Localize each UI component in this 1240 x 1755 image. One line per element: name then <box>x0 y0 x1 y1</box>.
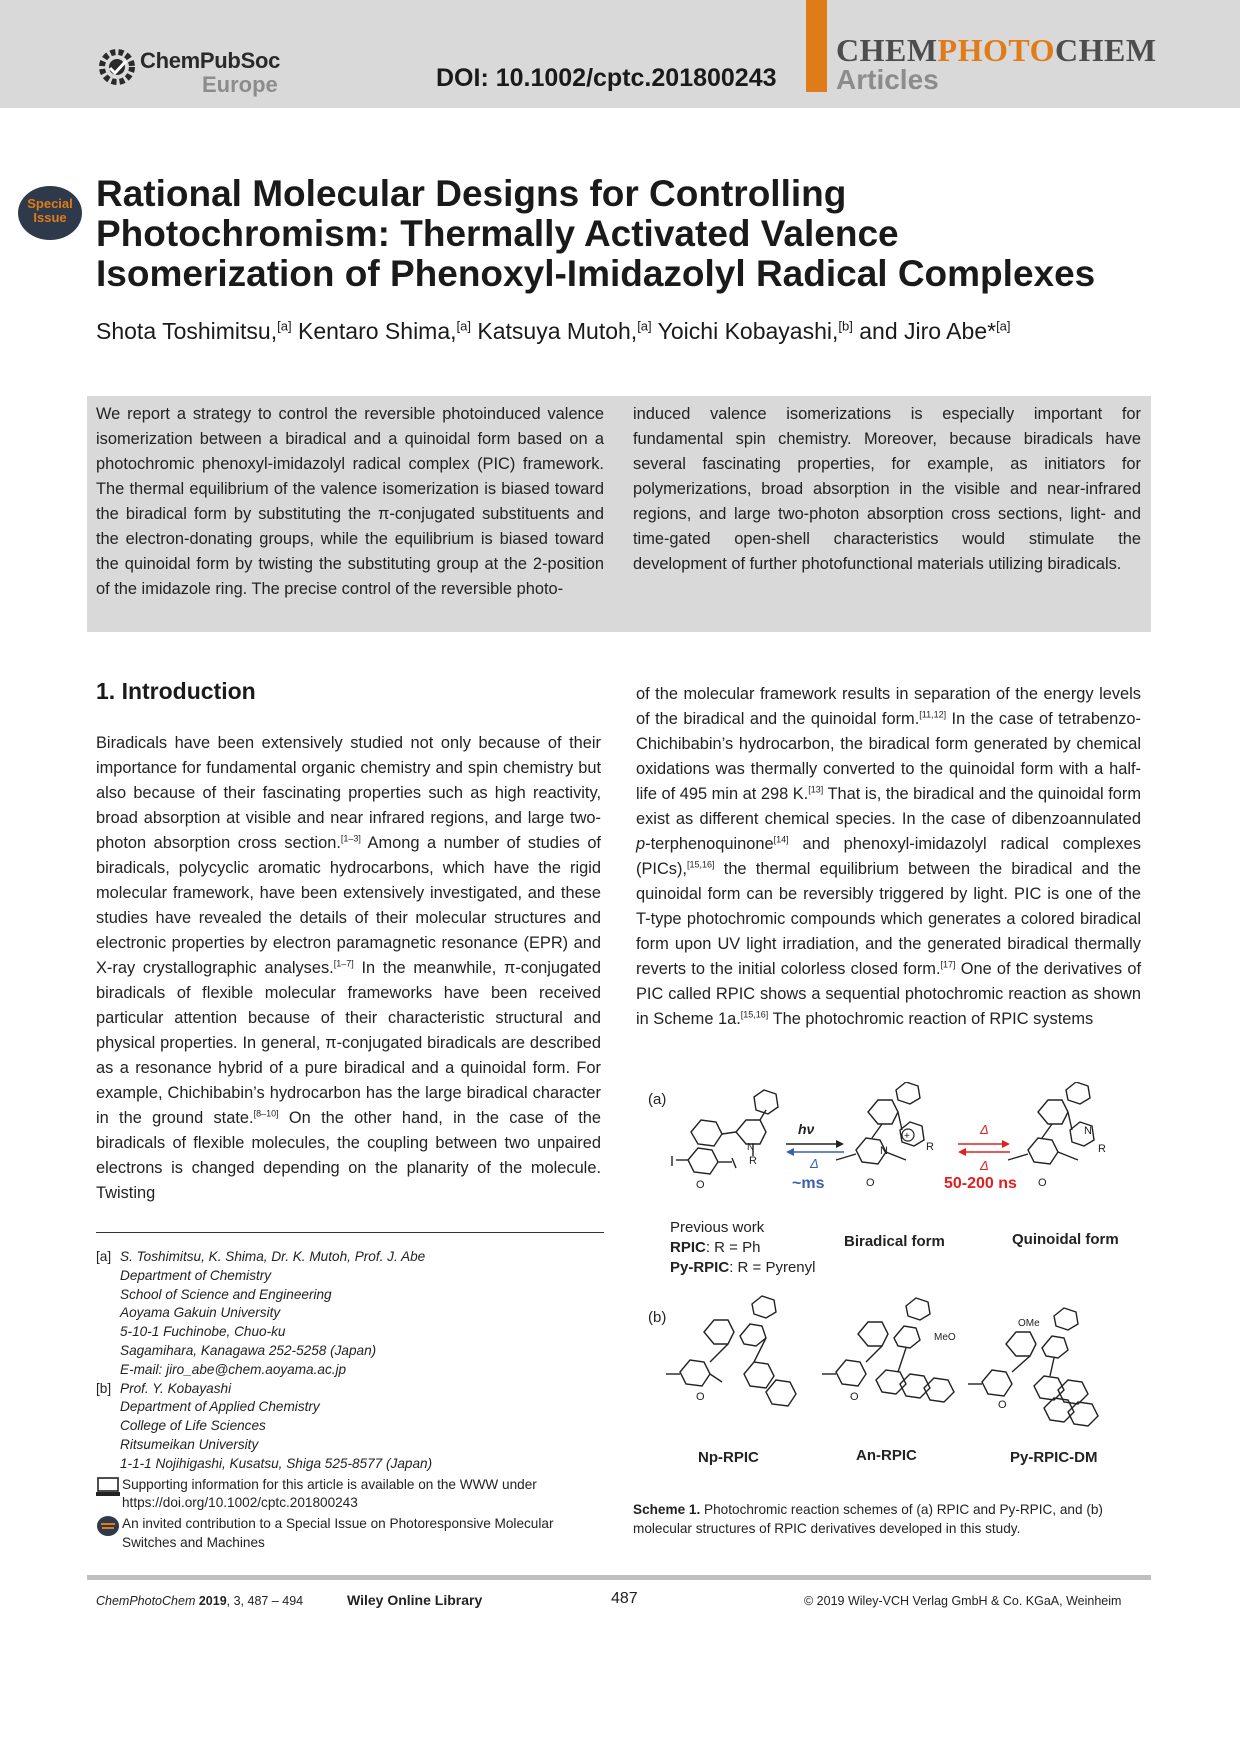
publisher-logo[interactable] <box>96 44 296 100</box>
author-name: Shota Toshimitsu, <box>96 318 278 344</box>
affiliation-line: Ritsumeikan University <box>120 1436 259 1452</box>
intro-text: The photochromic reaction of RPIC systems <box>768 1010 1094 1028</box>
affiliation-line: Department of Chemistry <box>120 1267 272 1283</box>
affiliation-b <box>96 1380 606 1474</box>
rpic-substituent: : R = Ph <box>705 1239 761 1256</box>
panel-label-a: (a) <box>648 1091 667 1108</box>
plus-sign: + <box>904 1131 910 1142</box>
affiliation-line: Sagamihara, Kanagawa 252-5258 (Japan) <box>120 1342 377 1358</box>
footer-citation <box>96 1594 303 1608</box>
computer-icon <box>96 1476 122 1498</box>
invited-contribution-note <box>96 1515 606 1553</box>
invited-contribution-text: An invited contribution to a Special Issue on Photoresponsive Molecular Switches and Machines <box>122 1516 554 1550</box>
title-line2: Photochromism: Thermally Activated Valence <box>96 213 899 254</box>
journal-title-part3: CHEM <box>1055 32 1157 68</box>
citation-ref[interactable]: [11,12] <box>919 709 947 720</box>
intro-text: of the molecular framework results in separation of the energy levels of the biradical and the quinoidal form. <box>636 685 1141 728</box>
atom-o: O <box>696 1179 705 1191</box>
scheme-1-drawing <box>636 1082 1142 1482</box>
np-rpic-label: Np-RPIC <box>698 1449 759 1466</box>
affiliation-line: Aoyama Gakuin University <box>120 1305 281 1321</box>
intro-text: One of the derivatives of PIC called RPIC shows a sequential photochromic reaction as shown in Scheme 1a. <box>636 960 1141 1028</box>
rpic-definition <box>670 1239 760 1256</box>
ms-timescale: ~ms <box>792 1175 825 1192</box>
meo-label: MeO <box>934 1332 956 1343</box>
affiliation-line: School of Science and Engineering <box>120 1286 332 1302</box>
affiliation-a <box>96 1248 606 1380</box>
footnote-divider <box>96 1232 604 1233</box>
caption-text: Photochromic reaction schemes of (a) RPIC and Py-RPIC, and (b) molecular structures of RPIC derivatives developed in this study. <box>633 1502 1103 1536</box>
atom-n: N <box>880 1145 888 1157</box>
ns-timescale: 50-200 ns <box>944 1175 1017 1192</box>
intro-text: Biradicals have been extensively studied not only because of their importance for fundamental organic chemistry and spin chemistry but also because of their fascinating properties such as high reactivity, broad absorption at visible and near infrared regions, and large two-photon absorption cross section. <box>96 734 601 852</box>
atom-o: O <box>998 1399 1007 1411</box>
author-affiliation: [a] <box>637 318 652 334</box>
copyright: © 2019 Wiley-VCH Verlag GmbH & Co. KGaA, Weinheim <box>804 1594 1122 1608</box>
affiliation-line: Department of Applied Chemistry <box>120 1399 320 1415</box>
intro-text: -terphenoquinone <box>645 835 774 853</box>
footnotes <box>96 1248 606 1553</box>
article-title <box>96 174 1136 294</box>
quinoidal-form-label: Quinoidal form <box>1012 1231 1119 1248</box>
atom-o: O <box>696 1391 705 1403</box>
intro-left-column <box>96 731 601 1206</box>
footer-rule <box>87 1575 1151 1580</box>
footer-volume-pages: , 3, 487 – 494 <box>226 1594 304 1608</box>
supporting-info-text[interactable]: Supporting information for this article is available on the WWW under https://doi.org/10.1002/cptc.201800243 <box>122 1476 537 1511</box>
scheme-1-caption <box>633 1500 1143 1538</box>
logo-text-europe: Europe <box>202 72 278 97</box>
citation-ref[interactable]: [13] <box>808 784 824 795</box>
thermal-delta-forward: Δ <box>980 1122 989 1137</box>
author-affiliation: [a] <box>456 318 471 334</box>
previous-work-label: Previous work <box>670 1219 765 1236</box>
atom-n: N <box>747 1142 755 1153</box>
affiliation-line: 1-1-1 Nojihigashi, Kusatsu, Shiga 525-8577 (Japan) <box>120 1455 433 1471</box>
reaction-arrows-hv <box>786 1140 844 1156</box>
scheme-1-figure <box>636 1082 1142 1482</box>
affiliation-line: S. Toshimitsu, K. Shima, Dr. K. Mutoh, Prof. J. Abe <box>120 1249 426 1264</box>
biradical-form-label: Biradical form <box>844 1233 945 1250</box>
email-link[interactable]: E-mail: jiro_abe@chem.aoyama.ac.jp <box>120 1361 347 1377</box>
intro-text: That is, the biradical and the quinoidal form exist as different chemical species. In the case of dibenzoannulated <box>636 785 1141 828</box>
abstract-right-column: induced valence isomerizations is especially important for fundamental spin chemistry. Moreover, because biradicals have several fascinating properties, for example, as initiators for polymerizations, broad absorption in the visible and near-infrared regions, and large two-photon absorption cross sections, light- and time-gated open-shell characteristics would stimulate the development of further photofunctional materials utilizing biradicals. <box>633 405 1141 573</box>
header-accent-bar <box>806 0 827 92</box>
hv-label: hν <box>798 1121 815 1137</box>
author-name: Katsuya Mutoh, <box>477 318 638 344</box>
thermal-delta-label: Δ <box>810 1156 819 1171</box>
py-rpic-dm-label: Py-RPIC-DM <box>1010 1449 1098 1466</box>
affiliation-line: College of Life Sciences <box>120 1418 266 1434</box>
title-line1: Rational Molecular Designs for Controlling <box>96 173 847 214</box>
atom-r: R <box>1098 1143 1106 1155</box>
abstract-left-column: We report a strategy to control the reversible photoinduced valence isomerization between a biradical and a quinoidal form based on a photochromic phenoxyl-imidazolyl radical complex (PIC) framework. The thermal equilibrium of the valence isomerization is biased toward the biradical form by substituting the π-conjugated substituents and the electron-donating groups, while the equilibrium is biased toward the quinoidal form by twisting the substituting group at the 2-position of the imidazole ring. The precise control of the reversible photo- <box>96 405 604 598</box>
atom-o: O <box>866 1177 875 1189</box>
journal-title-part1: CHEM <box>836 32 938 68</box>
intro-text: Among a number of studies of biradicals, polycyclic aromatic hydrocarbons, which have the rigid molecular framework, have been extensively investigated, and these studies have revealed the details of their molecular structures and electronic properties by electron paramagnetic resonance (EPR) and X-ray crystallographic analyses. <box>96 834 601 977</box>
footer-year: 2019 <box>198 1594 227 1608</box>
citation-ref[interactable]: [1–7] <box>333 958 354 969</box>
title-line3: Isomerization of Phenoxyl-Imidazolyl Radical Complexes <box>96 253 1096 294</box>
journal-title-part2: PHOTO <box>937 32 1056 68</box>
wiley-online-library-link[interactable]: Wiley Online Library <box>347 1592 483 1608</box>
author-name: Kentaro Shima, <box>297 318 457 344</box>
author-name: Yoichi Kobayashi, <box>657 318 839 344</box>
intro-italic-p: p <box>636 835 646 853</box>
author-affiliation: [b] <box>838 318 853 334</box>
atom-r: R <box>749 1155 757 1167</box>
badge-line2: Issue <box>33 210 67 225</box>
affiliation-line: 5-10-1 Fuchinobe, Chuo-ku <box>120 1324 286 1340</box>
thermal-delta-reverse: Δ <box>980 1158 989 1173</box>
affiliation-key: [a] <box>96 1249 112 1264</box>
panel-label-b: (b) <box>648 1309 667 1326</box>
py-rpic-name: Py-RPIC <box>670 1259 730 1276</box>
special-issue-icon <box>96 1515 122 1537</box>
doi-link[interactable]: DOI: 10.1002/cptc.201800243 <box>436 64 777 92</box>
author-name: and Jiro Abe* <box>859 318 997 344</box>
author-affiliation: [a] <box>277 318 292 334</box>
author-affiliation: [a] <box>996 318 1011 334</box>
footer-journal: ChemPhotoChem <box>96 1594 196 1608</box>
intro-right-column <box>636 682 1141 1032</box>
page-number: 487 <box>611 1590 638 1607</box>
badge-line1: Special <box>27 196 73 211</box>
supporting-info-note <box>96 1476 606 1514</box>
molecule-quinoidal <box>1008 1082 1094 1164</box>
ome-label: OMe <box>1018 1318 1040 1329</box>
citation-ref[interactable]: [15,16] <box>687 859 715 870</box>
atom-n: N <box>1084 1125 1092 1137</box>
affiliation-line: Prof. Y. Kobayashi <box>120 1380 232 1396</box>
affiliation-key: [b] <box>96 1380 112 1396</box>
intro-text: and phenoxyl-imidazolyl radical complexes (PICs), <box>636 835 1141 878</box>
special-issue-badge <box>18 186 82 240</box>
logo-text-chempubsoc: ChemPubSoc <box>140 48 281 73</box>
molecule-an-rpic <box>822 1298 954 1402</box>
citation-ref[interactable]: [15,16] <box>740 1009 769 1020</box>
molecule-rpic-closed <box>672 1090 778 1174</box>
atom-o: O <box>1038 1177 1047 1189</box>
citation-ref[interactable]: [14] <box>773 834 789 845</box>
citation-ref[interactable]: [17] <box>940 959 956 970</box>
atom-o: O <box>850 1391 859 1403</box>
author-list <box>96 318 1011 345</box>
py-rpic-substituent: : R = Pyrenyl <box>729 1259 816 1276</box>
gear-logo-icon <box>96 46 138 88</box>
intro-text: On the other hand, in the case of the biradicals of flexible molecules, the coupling between two unpaired electrons is changed depending on the planarity of the molecule. Twisting <box>96 1109 601 1202</box>
intro-text: In the case of tetrabenzo-Chichibabin’s hydrocarbon, the biradical form generated by chemical oxidations was thermally converted to the quinoidal form with a half-life of 495 min at 298 K. <box>636 710 1141 803</box>
caption-label: Scheme 1. <box>633 1502 701 1517</box>
rpic-name: RPIC <box>670 1239 706 1256</box>
citation-ref[interactable]: [8–10] <box>253 1108 279 1119</box>
introduction-heading: 1. Introduction <box>96 678 256 704</box>
citation-ref[interactable]: [1–3] <box>340 833 361 844</box>
intro-text: In the meanwhile, π-conjugated biradicals of flexible molecular frameworks have been received particular attention because of their characteristic structural and physical properties. In general, π-conjugated biradicals are described as a resonance hybrid of a pure biradical and a quinoidal form. For example, Chichibabin’s hydrocarbon has the large biradical character in the ground state. <box>96 959 601 1127</box>
reaction-arrows-thermal <box>958 1140 1010 1156</box>
section-label: Articles <box>836 64 939 95</box>
py-rpic-definition <box>670 1259 815 1276</box>
an-rpic-label: An-RPIC <box>856 1447 917 1464</box>
atom-r: R <box>926 1141 934 1153</box>
molecule-np-rpic <box>666 1296 796 1406</box>
intro-text: the thermal equilibrium between the biradical and the quinoidal form can be reversibly triggered by light. PIC is one of the T-type photochromic compounds which generates a colored biradical form upon UV light irradiation, and the generated biradical thermally reverts to the initial colorless closed form. <box>636 860 1141 978</box>
